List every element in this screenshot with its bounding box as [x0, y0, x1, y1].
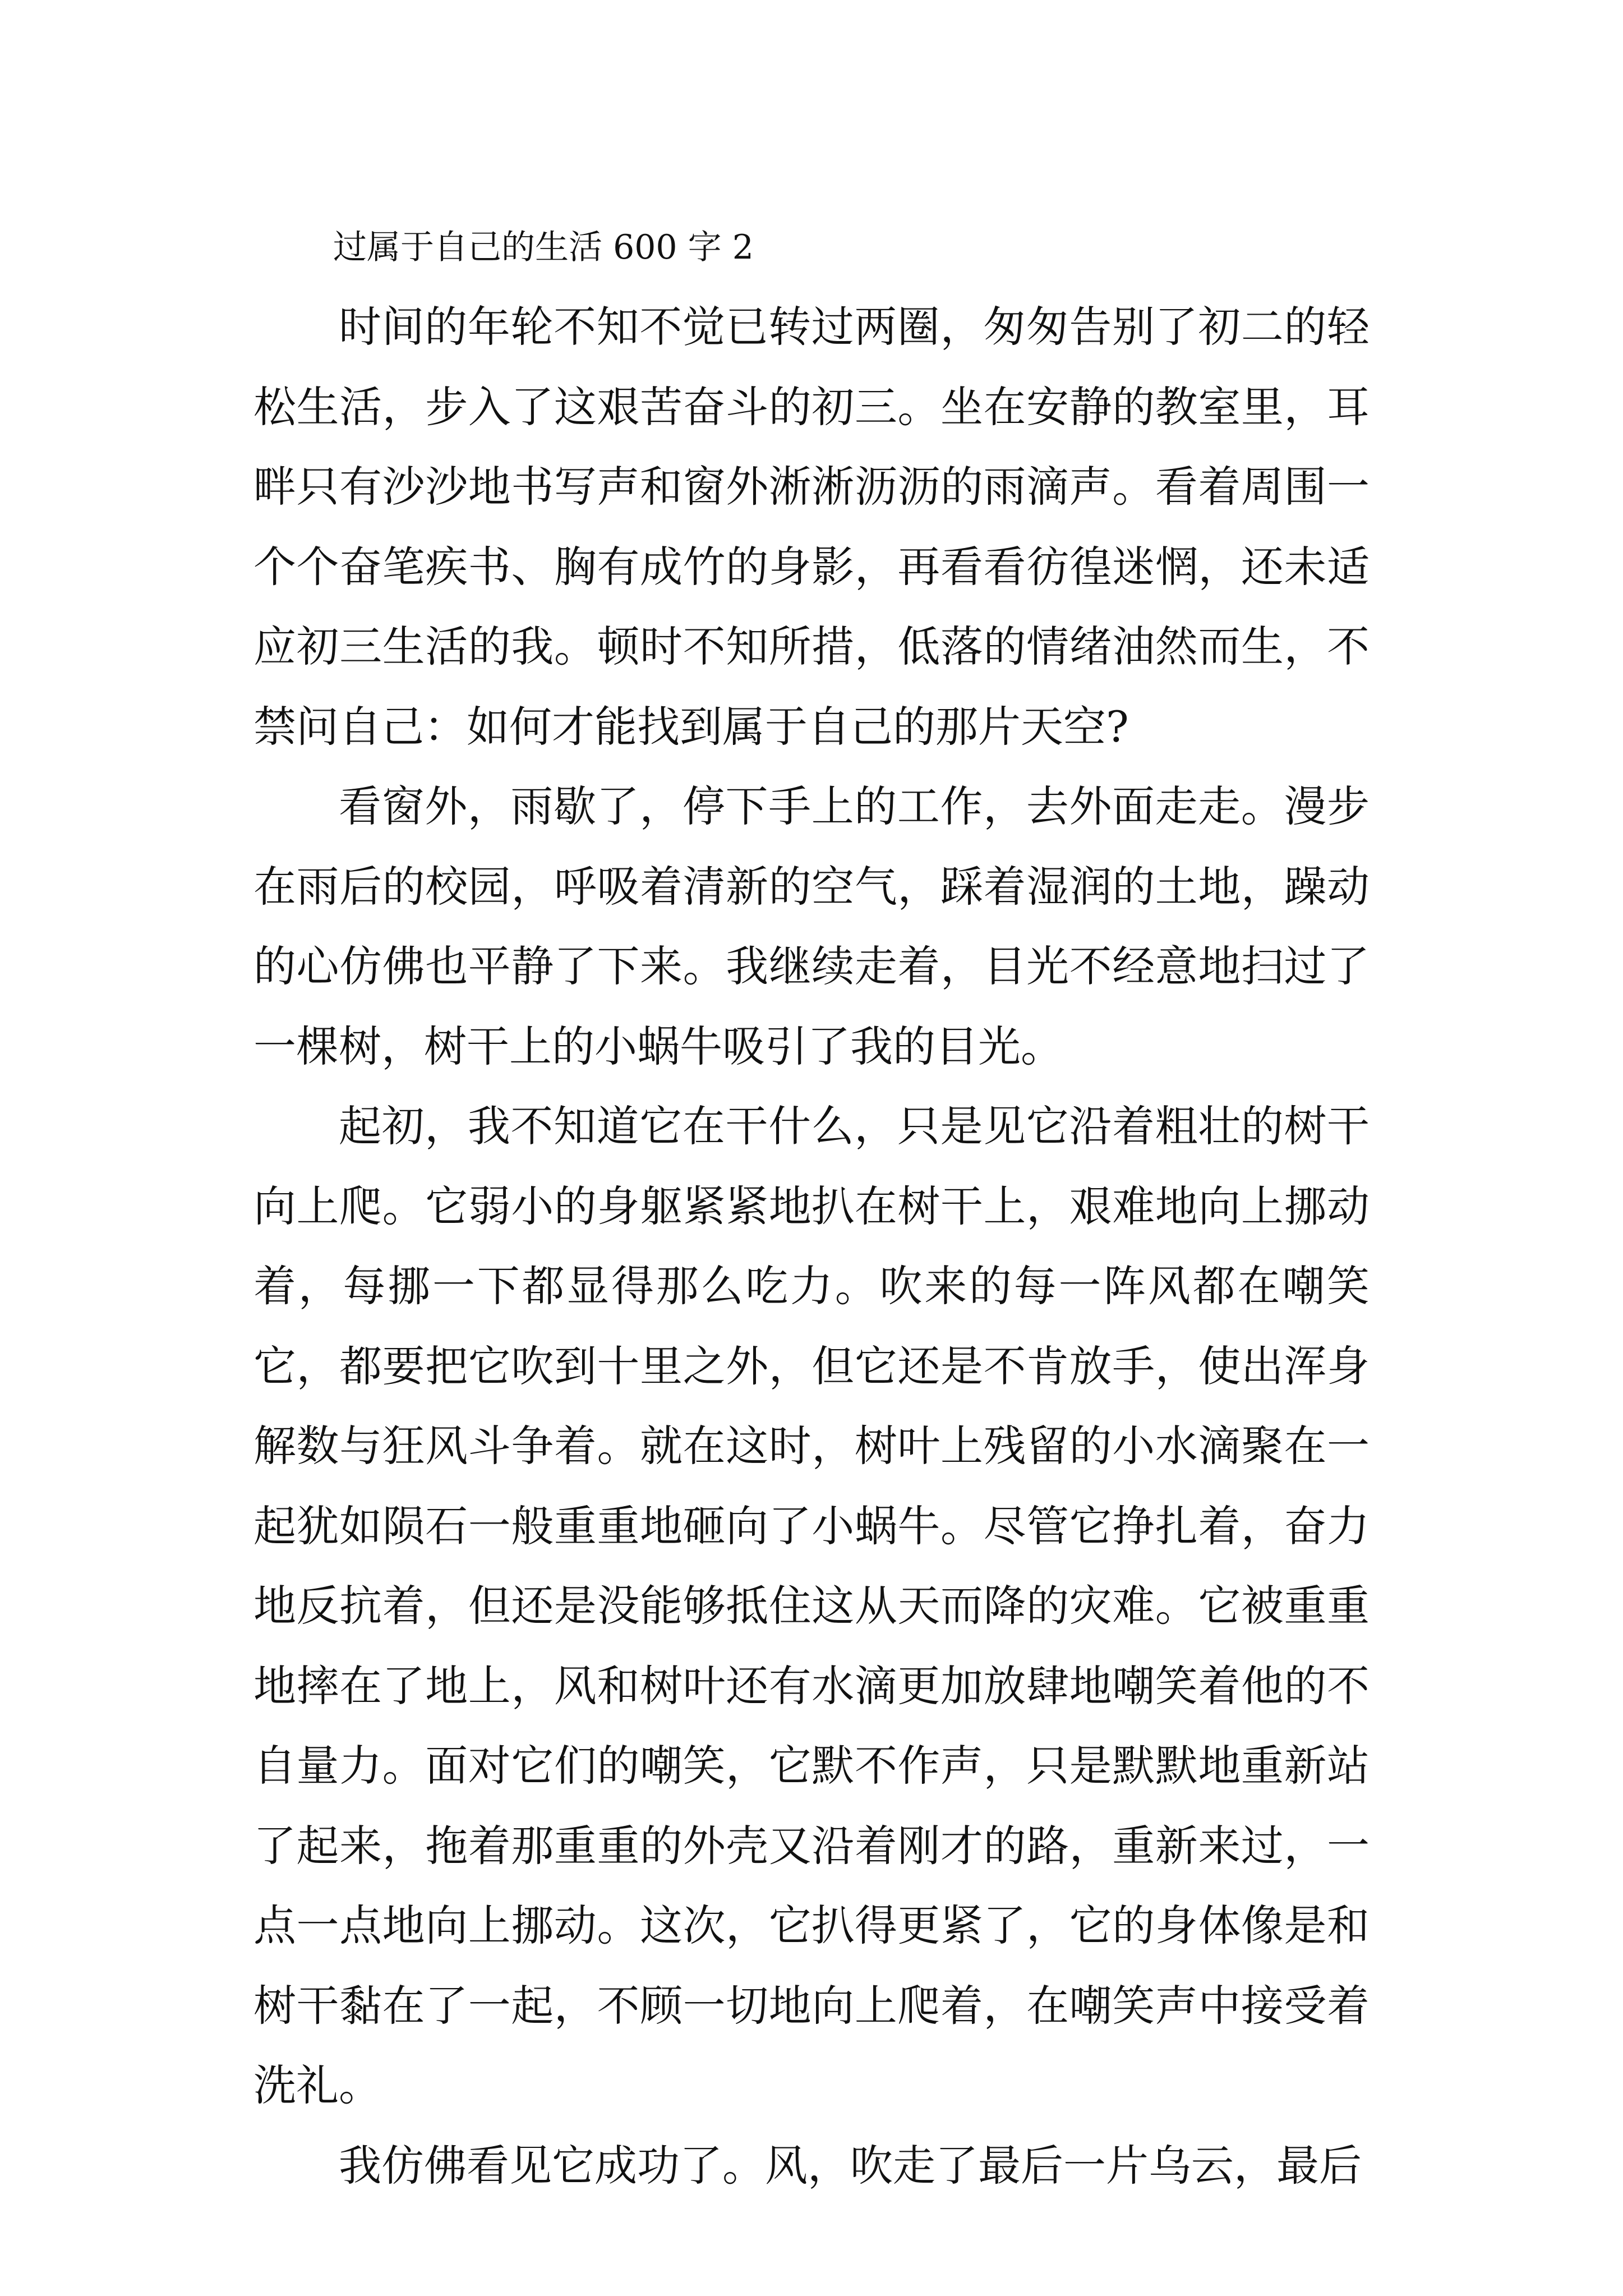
paragraph: 我仿佛看见它成功了。风，吹走了最后一片乌云，最后	[339, 2140, 1362, 2191]
document-title: 过属于自己的生活 600 字 2	[333, 228, 754, 267]
paragraph: 起初，我不知道它在干什么，只是见它沿着粗壮的树干向上爬。它弱小的身躯紧紧地扒在树干上，艰难地向上挪动着，每挪一下都显得那么吃力。吹来的每一阵风都在嘲笑它，都要把它吹到十里之外，但它还是不肯放手，使出浑身解数与狂风斗争着。就在这时，树叶上残留的小水滴聚在一起犹如陨石一般重重地砸向了小蜗牛。尽管它挣扎着，奋力地反抗着，但还是没能够抵住这从天而降的灾难。它被重重地摔在了地上，风和树叶还有水滴更加放肆地嘲笑着他的不自量力。面对它们的嘲笑，它默不作声，只是默默地重新站了起来，拖着那重重的外壳又沿着刚才的路，重新来过，一点一点地向上挪动。这次，它扒得更紧了，它的身体像是和树干黏在了一起，不顾一切地向上爬着，在嘲笑声中接受着洗礼。	[253, 1101, 1370, 2110]
paragraph: 看窗外，雨歇了，停下手上的工作，去外面走走。漫步在雨后的校园，呼吸着清新的空气，踩着湿润的土地，躁动的心仿佛也平静了下来。我继续走着，目光不经意地扫过了一棵树，树干上的小蜗牛吸引了我的目光。	[253, 781, 1370, 1071]
document-body	[253, 208, 1370, 2206]
paragraph: 时间的年轮不知不觉已转过两圈，匆匆告别了初二的轻松生活，步入了这艰苦奋斗的初三。坐在安静的教室里，耳畔只有沙沙地书写声和窗外淅淅沥沥的雨滴声。看着周围一个个奋笔疾书、胸有成竹的身影，再看看彷徨迷惘，还未适应初三生活的我。顿时不知所措，低落的情绪油然而生，不禁问自己：如何才能找到属于自己的那片天空?	[253, 302, 1370, 752]
